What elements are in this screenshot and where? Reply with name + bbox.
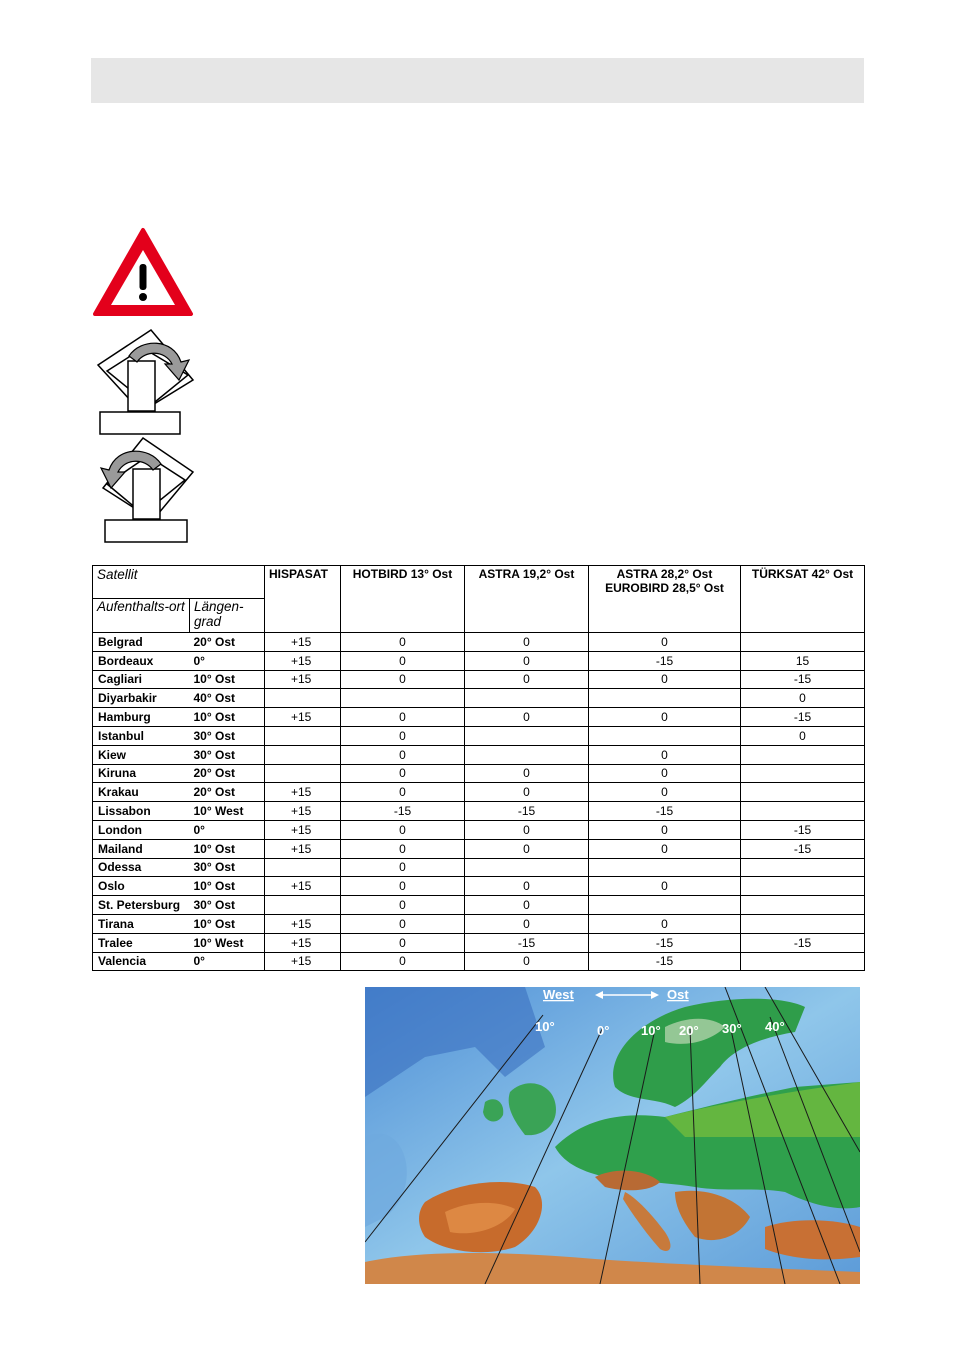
table-row [93,745,865,764]
offset-cell: 0 [341,820,465,839]
city-cell: Kiruna [93,764,190,783]
city-cell: Odessa [93,858,190,877]
table-row [93,858,865,877]
offset-cell [741,764,865,783]
offset-cell: -15 [741,670,865,689]
offset-cell: +15 [265,877,341,896]
city-cell: Bordeaux [93,651,190,670]
offset-cell: -15 [465,933,589,952]
longitude-cell: 10° Ost [190,839,265,858]
offset-cell: -15 [589,802,741,821]
offset-cell [465,689,589,708]
offset-cell: 0 [465,839,589,858]
offset-cell: +15 [265,839,341,858]
offset-cell: 0 [589,745,741,764]
offset-cell: +15 [265,933,341,952]
offset-cell: 0 [341,670,465,689]
city-cell: Mailand [93,839,190,858]
offset-cell [265,896,341,915]
table-row [93,783,865,802]
table-row [93,914,865,933]
offset-cell: +15 [265,783,341,802]
offset-cell [589,689,741,708]
east-label: Ost [667,987,689,1002]
meridian-label-20e: 20° [679,1023,699,1038]
offset-cell: 0 [465,877,589,896]
rotate-right-icon [93,328,197,438]
city-cell: St. Petersburg [93,896,190,915]
table-row [93,651,865,670]
longitude-cell: 10° West [190,802,265,821]
city-cell: Tirana [93,914,190,933]
west-label: West [543,987,574,1002]
city-cell: Tralee [93,933,190,952]
europe-satellite-map [365,987,860,1284]
offset-cell: 0 [341,708,465,727]
offset-cell [741,802,865,821]
longitude-cell: 20° Ost [190,764,265,783]
location-header: Aufenthalts-ort [93,599,190,633]
offset-cell [265,745,341,764]
offset-cell: 0 [341,914,465,933]
offset-cell: 0 [589,633,741,652]
offset-cell [341,689,465,708]
offset-cell [589,858,741,877]
longitude-cell: 0° [190,820,265,839]
warning-triangle-icon [92,226,194,318]
column-astra-28-eurobird: ASTRA 28,2° Ost EUROBIRD 28,5° Ost [589,566,741,633]
offset-cell: +15 [265,802,341,821]
offset-cell: 0 [589,877,741,896]
longitude-cell: 40° Ost [190,689,265,708]
offset-cell [741,896,865,915]
offset-cell: 0 [341,651,465,670]
longitude-cell: 30° Ost [190,726,265,745]
table-row [93,764,865,783]
offset-cell: 0 [465,670,589,689]
offset-cell: 0 [465,708,589,727]
column-astra-19: ASTRA 19,2° Ost [465,566,589,633]
offset-cell: 0 [589,820,741,839]
offset-cell [741,914,865,933]
meridian-label-10e: 10° [641,1023,661,1038]
offset-cell: +15 [265,670,341,689]
offset-cell: 0 [341,726,465,745]
satellite-header: Satellit [93,566,265,599]
meridian-label-10w: 10° [535,1019,555,1034]
offset-cell: 0 [341,764,465,783]
table-row [93,726,865,745]
offset-cell [741,858,865,877]
offset-cell [265,726,341,745]
offset-cell: -15 [741,933,865,952]
longitude-cell: 30° Ost [190,896,265,915]
table-row [93,952,865,971]
offset-cell: 0 [465,820,589,839]
longitude-cell: 30° Ost [190,745,265,764]
column-hotbird: HOTBIRD 13° Ost [341,566,465,633]
offset-cell: +15 [265,708,341,727]
offset-cell: 0 [589,914,741,933]
city-cell: Istanbul [93,726,190,745]
offset-cell: -15 [589,651,741,670]
table-row [93,689,865,708]
offset-cell: 0 [341,783,465,802]
offset-cell [589,726,741,745]
table-row [93,670,865,689]
offset-cell: -15 [589,933,741,952]
table-row [93,633,865,652]
offset-cell: 0 [341,633,465,652]
offset-cell: -15 [741,839,865,858]
offset-cell: -15 [741,708,865,727]
longitude-cell: 10° Ost [190,708,265,727]
table-row [93,820,865,839]
offset-cell: 0 [465,896,589,915]
city-cell: Cagliari [93,670,190,689]
offset-cell: 0 [341,896,465,915]
offset-cell [465,726,589,745]
offset-cell: -15 [465,802,589,821]
column-turksat: TÜRKSAT 42° Ost [741,566,865,633]
city-cell: Hamburg [93,708,190,727]
offset-cell: 0 [465,914,589,933]
longitude-header: Längen-grad [190,599,265,633]
table-row [93,877,865,896]
city-cell: London [93,820,190,839]
offset-cell: 0 [589,670,741,689]
offset-cell [265,764,341,783]
meridian-label-0: 0° [597,1023,610,1038]
offset-cell: 0 [465,633,589,652]
offset-cell: 0 [741,689,865,708]
offset-cell [265,689,341,708]
offset-cell: 0 [589,708,741,727]
longitude-cell: 10° West [190,933,265,952]
offset-cell: 0 [589,783,741,802]
rotate-left-icon [93,436,197,546]
offset-cell [465,858,589,877]
offset-cell: 0 [341,952,465,971]
offset-cell [741,633,865,652]
city-cell: Valencia [93,952,190,971]
offset-cell: 0 [465,783,589,802]
offset-cell: 0 [465,952,589,971]
offset-cell [741,783,865,802]
offset-cell [741,952,865,971]
offset-cell: 0 [741,726,865,745]
offset-cell: -15 [741,820,865,839]
offset-cell: +15 [265,914,341,933]
offset-cell: -15 [341,802,465,821]
offset-cell: -15 [589,952,741,971]
offset-cell: 15 [741,651,865,670]
table-row [93,933,865,952]
offset-cell: 0 [589,764,741,783]
longitude-cell: 10° Ost [190,914,265,933]
table-row [93,839,865,858]
offset-cell: +15 [265,820,341,839]
city-cell: Kiew [93,745,190,764]
offset-cell: 0 [589,839,741,858]
offset-cell [741,745,865,764]
offset-cell: 0 [341,877,465,896]
city-cell: Diyarbakir [93,689,190,708]
city-cell: Krakau [93,783,190,802]
city-cell: Oslo [93,877,190,896]
offset-cell: +15 [265,651,341,670]
offset-cell: 0 [341,858,465,877]
table-row [93,802,865,821]
longitude-cell: 0° [190,952,265,971]
longitude-cell: 30° Ost [190,858,265,877]
column-hispasat: HISPASAT [265,566,341,633]
longitude-cell: 0° [190,651,265,670]
offset-cell [265,858,341,877]
offset-cell [465,745,589,764]
offset-cell: 0 [341,839,465,858]
city-cell: Lissabon [93,802,190,821]
table-row [93,708,865,727]
offset-cell [741,877,865,896]
offset-cell: 0 [341,745,465,764]
meridian-label-30e: 30° [722,1021,742,1036]
offset-cell: 0 [465,764,589,783]
offset-cell: 0 [341,933,465,952]
meridian-label-40e: 40° [765,1019,785,1034]
offset-cell: +15 [265,633,341,652]
longitude-cell: 10° Ost [190,670,265,689]
offset-cell: 0 [465,651,589,670]
longitude-cell: 10° Ost [190,877,265,896]
city-cell: Belgrad [93,633,190,652]
table-row [93,896,865,915]
offset-cell: +15 [265,952,341,971]
longitude-cell: 20° Ost [190,633,265,652]
header-bar [91,58,864,103]
offset-cell [589,896,741,915]
longitude-cell: 20° Ost [190,783,265,802]
satellite-alignment-table [92,565,865,971]
